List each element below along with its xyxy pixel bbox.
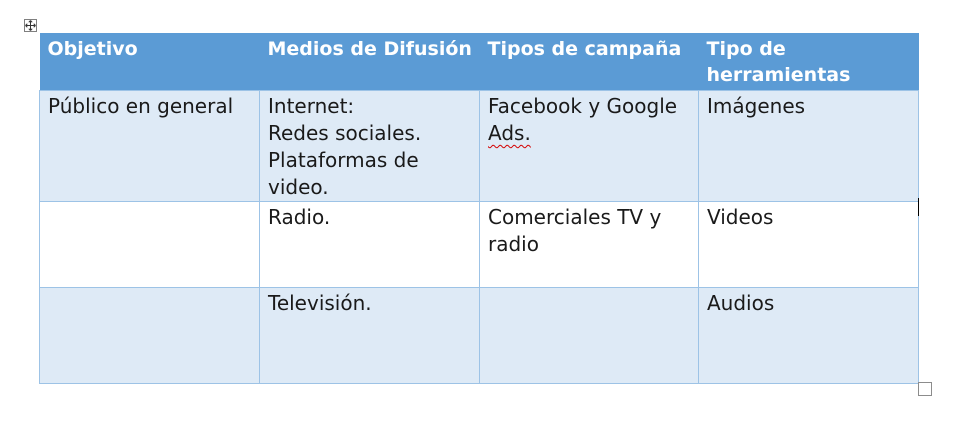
table-move-handle-icon[interactable] — [24, 19, 37, 32]
header-medios-difusion[interactable] — [260, 33, 480, 91]
header-medios-label: Medios de Difusión — [267, 38, 472, 60]
cell-objetivo[interactable] — [40, 288, 260, 384]
table-header-row — [40, 33, 919, 91]
cell-objetivo[interactable] — [40, 91, 260, 202]
cell-text: Imágenes — [707, 94, 806, 118]
cell-herramientas[interactable] — [699, 288, 919, 384]
table-row — [40, 91, 919, 202]
cell-objetivo[interactable] — [40, 202, 260, 288]
cell-herramientas[interactable] — [699, 91, 919, 202]
cell-medios[interactable] — [260, 91, 480, 202]
spellcheck-flagged-text: Ads. — [488, 121, 531, 145]
header-tipos-campana[interactable] — [480, 33, 699, 91]
cell-text: Radio. — [268, 205, 331, 229]
cell-text: video. — [268, 175, 329, 199]
cell-campana[interactable] — [480, 288, 699, 384]
header-objetivo-label: Objetivo — [47, 38, 138, 60]
cell-medios[interactable] — [260, 288, 480, 384]
cell-text: Videos — [707, 205, 774, 229]
cell-text: Plataformas de — [268, 148, 419, 172]
media-campaign-table — [39, 33, 919, 384]
cell-text: Comerciales TV y — [488, 205, 662, 229]
cell-text: Internet: — [268, 94, 355, 118]
cell-text: Público en general — [48, 94, 234, 118]
cell-text: radio — [488, 232, 539, 256]
cell-text: Audios — [707, 291, 775, 315]
header-objetivo[interactable] — [40, 33, 260, 91]
cell-text: Facebook y Google — [488, 94, 678, 118]
cell-text: Televisión. — [268, 291, 372, 315]
text-cursor — [918, 198, 919, 216]
header-campana-label: Tipos de campaña — [487, 38, 682, 60]
cell-medios[interactable] — [260, 202, 480, 288]
cell-text: Redes sociales. — [268, 121, 422, 145]
cell-herramientas[interactable] — [699, 202, 919, 288]
cell-campana[interactable] — [480, 202, 699, 288]
table-row — [40, 202, 919, 288]
table-row — [40, 288, 919, 384]
header-herramientas-label: Tipo de herramientas — [706, 38, 851, 86]
table-resize-handle-icon[interactable] — [918, 382, 932, 396]
cell-campana[interactable] — [480, 91, 699, 202]
four-way-arrow-icon — [25, 20, 36, 31]
header-tipo-herramientas[interactable] — [699, 33, 919, 91]
